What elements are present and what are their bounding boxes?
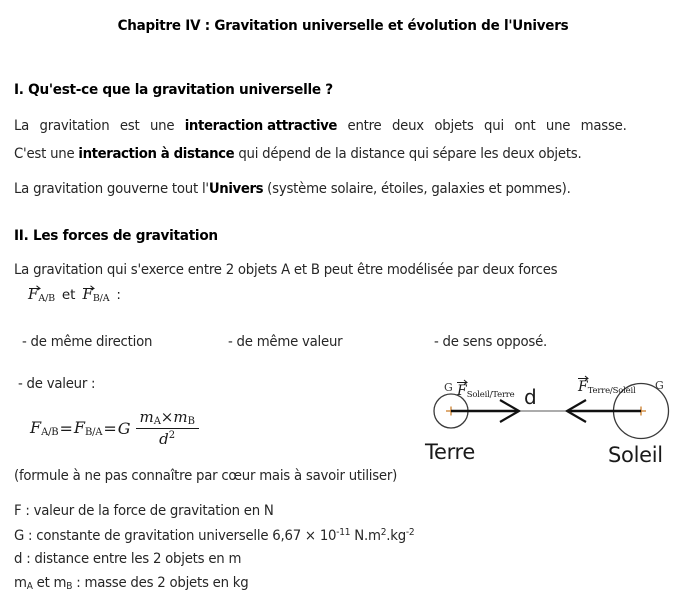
text-fragment: G : constante de gravitation universelle 6,67 × 10 bbox=[14, 528, 337, 544]
formula-equals-2: = bbox=[103, 418, 117, 438]
formula-equals-1: = bbox=[59, 418, 73, 438]
section-heading-1: I. Qu'est-ce que la gravitation universelle ? bbox=[14, 82, 333, 98]
force-label-soleil-terre bbox=[457, 383, 515, 400]
definition-distance: d : distance entre les 2 objets en m bbox=[14, 551, 242, 567]
text-word: masse. bbox=[580, 118, 627, 134]
text-word: La bbox=[14, 118, 30, 134]
value-label: - de valeur : bbox=[18, 376, 96, 392]
emphasis-univers: Univers bbox=[208, 181, 264, 197]
vector-arrow-icon bbox=[578, 371, 589, 384]
property-same-value: - de même valeur bbox=[228, 334, 343, 350]
formula-mass-b: m bbox=[173, 408, 188, 426]
emphasis-interaction-attractive: interaction attractive bbox=[184, 118, 338, 134]
sun-label: Soleil bbox=[608, 443, 663, 467]
text-word: entre bbox=[347, 118, 382, 134]
force-symbol: F bbox=[82, 285, 93, 303]
text-fragment: La gravitation gouverne tout l' bbox=[14, 181, 209, 197]
force-subscript: Soleil/Terre bbox=[466, 390, 515, 400]
text-word: gravitation bbox=[39, 118, 110, 134]
colon-separator: : bbox=[116, 287, 121, 303]
formula-distance: d bbox=[159, 430, 169, 449]
formula-note: (formule à ne pas connaître par cœur mais à savoir utiliser) bbox=[14, 468, 398, 484]
formula-multiply-sign: × bbox=[160, 408, 174, 426]
formula-f2-subscript: B/A bbox=[84, 427, 103, 439]
text-word: objets bbox=[434, 118, 474, 134]
exponent: -11 bbox=[336, 527, 351, 538]
text-word: qui bbox=[484, 118, 504, 134]
exponent: 2 bbox=[380, 527, 387, 538]
vector-arrow-icon bbox=[83, 277, 95, 284]
subscript: A bbox=[26, 581, 33, 592]
text-fragment: m bbox=[14, 575, 27, 591]
force-label-terre-soleil bbox=[578, 379, 636, 396]
gravitation-formula bbox=[30, 408, 199, 448]
sun-center-label: G bbox=[655, 379, 664, 392]
text-fragment: N.m bbox=[350, 528, 381, 544]
emphasis-interaction-a-distance: interaction à distance bbox=[78, 146, 235, 162]
vector-arrow-icon bbox=[457, 375, 468, 388]
force-vector-ba bbox=[82, 285, 109, 304]
subscript: B bbox=[66, 581, 73, 592]
formula-mass-a: m bbox=[139, 408, 154, 426]
force-subscript: B/A bbox=[92, 293, 110, 304]
text-word: est bbox=[119, 118, 140, 134]
force-symbol: F bbox=[457, 383, 467, 399]
definition-masses bbox=[14, 575, 248, 592]
force-subscript: A/B bbox=[38, 293, 55, 304]
definition-force: F : valeur de la force de gravitation en N bbox=[14, 503, 274, 519]
text-word: une bbox=[149, 118, 175, 134]
text-word: une bbox=[545, 118, 571, 134]
property-same-direction: - de même direction bbox=[22, 334, 153, 350]
force-symbol: F bbox=[28, 285, 39, 303]
force-vector-ab bbox=[28, 285, 55, 304]
formula-numerator bbox=[136, 408, 199, 428]
text-fragment: C'est une bbox=[14, 146, 79, 162]
formula-gravitational-constant: G bbox=[117, 418, 131, 438]
section2-intro-text: La gravitation qui s'exerce entre 2 objets A et B peut être modélisée par deux forces bbox=[14, 262, 558, 278]
vector-arrow-icon bbox=[29, 277, 41, 284]
force-symbol: F bbox=[578, 379, 588, 395]
exponent: -2 bbox=[405, 527, 415, 538]
formula-distance-exponent: 2 bbox=[168, 430, 176, 442]
conjunction-et: et bbox=[61, 287, 76, 303]
text-word: ont bbox=[514, 118, 536, 134]
definition-gravitational-constant bbox=[14, 527, 414, 544]
formula-f1: F bbox=[30, 418, 42, 438]
property-opposite-sense: - de sens opposé. bbox=[434, 334, 548, 350]
distance-label: d bbox=[524, 385, 537, 409]
section1-paragraph-1 bbox=[14, 118, 627, 134]
formula-f2: F bbox=[73, 418, 85, 438]
text-fragment: qui dépend de la distance qui sépare les deux objets. bbox=[234, 146, 582, 162]
page-title: Chapitre IV : Gravitation universelle et évolution de l'Univers bbox=[117, 18, 569, 34]
earth-center-label: G bbox=[444, 381, 453, 394]
text-fragment: et m bbox=[32, 575, 67, 591]
section1-paragraph-2 bbox=[14, 146, 581, 162]
formula-f1-subscript: A/B bbox=[41, 427, 59, 439]
earth-label: Terre bbox=[425, 440, 476, 464]
formula-fraction bbox=[136, 408, 199, 448]
force-vector-notation bbox=[28, 285, 128, 304]
formula-mass-b-subscript: B bbox=[187, 416, 195, 427]
section1-paragraph-3 bbox=[14, 181, 571, 197]
formula-mass-a-subscript: A bbox=[153, 416, 161, 427]
text-fragment: : masse des 2 objets en kg bbox=[72, 575, 249, 591]
force-subscript: Terre/Soleil bbox=[587, 386, 636, 396]
formula-denominator bbox=[155, 429, 179, 448]
text-fragment: (système solaire, étoiles, galaxies et pommes). bbox=[263, 181, 571, 197]
text-word: deux bbox=[391, 118, 424, 134]
text-fragment: .kg bbox=[386, 528, 406, 544]
section-heading-2: II. Les forces de gravitation bbox=[14, 228, 218, 244]
